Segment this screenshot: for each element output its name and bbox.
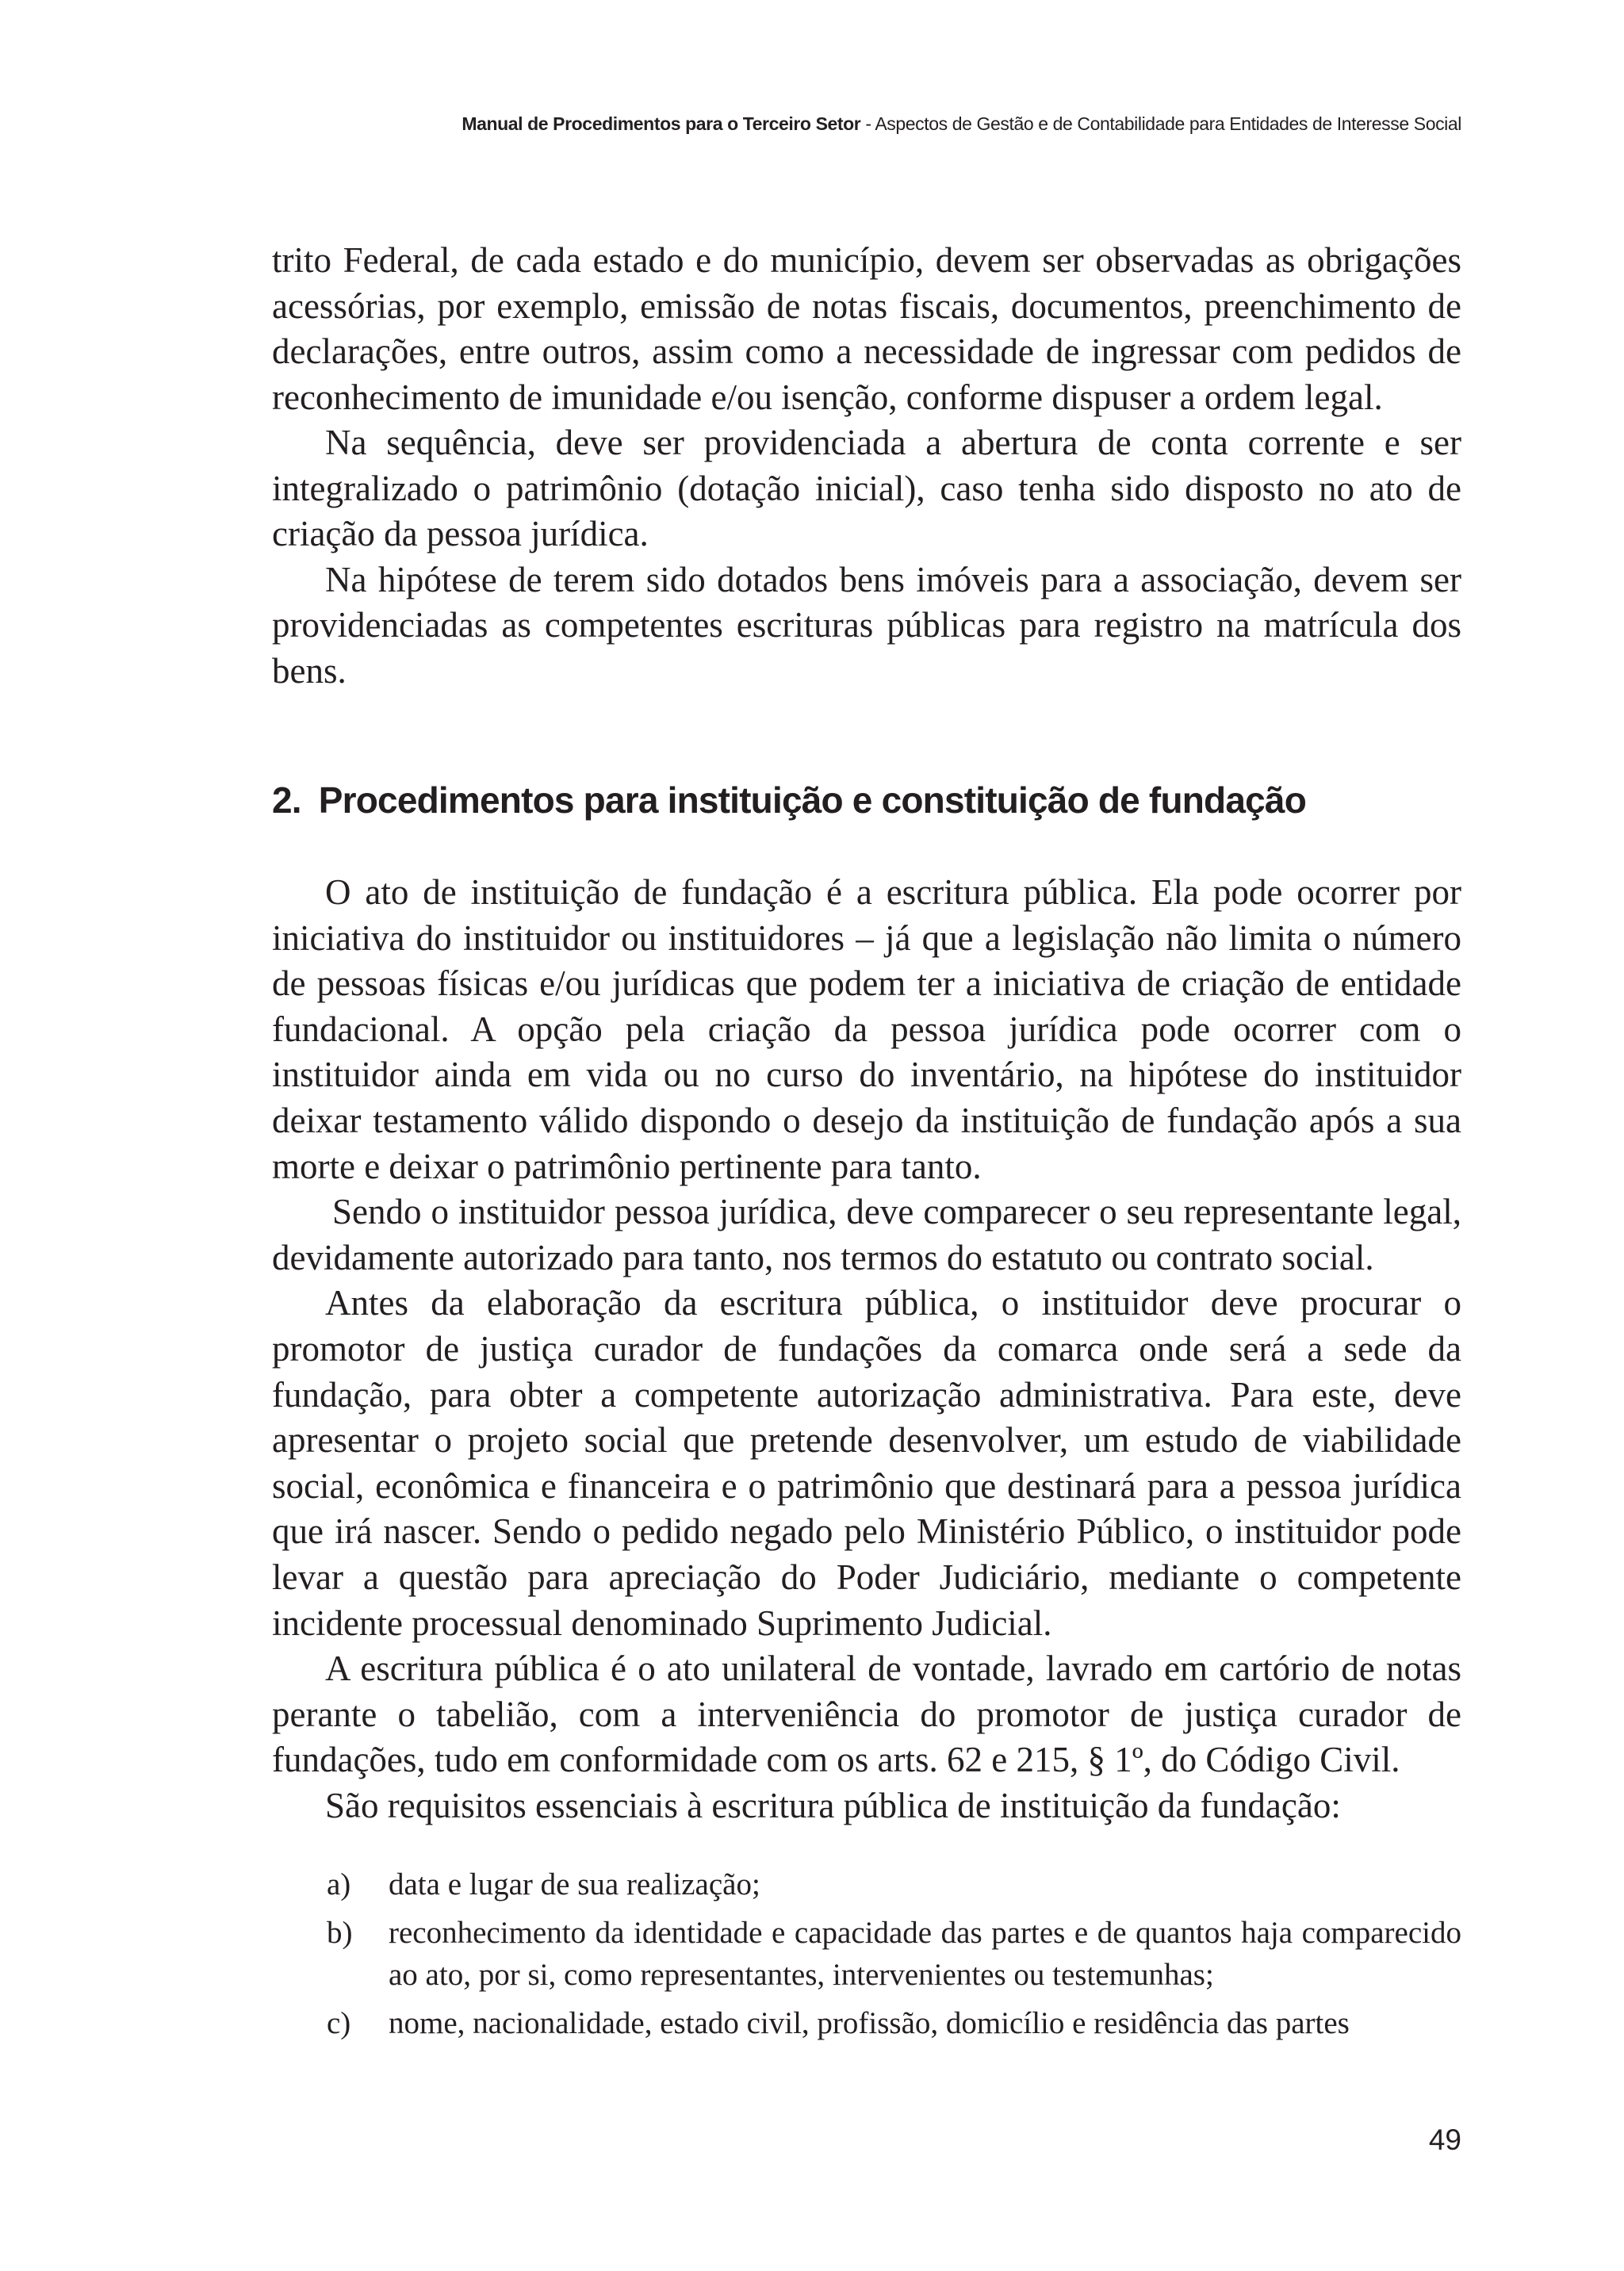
section-paragraph: O ato de instituição de fundação é a escritura pública. Ela pode ocorrer por iniciativa do instituidor ou instituidores – já que a legislação não limita o número de pessoas físicas e/ou jurídicas que podem ter a iniciativa de criação de entidade fundacional. A opção pela criação da pessoa jurídica pode ocorrer com o instituidor ainda em vida ou no curso do inventário, na hipótese do instituidor deixar testamento válido dispondo o desejo da instituição de fundação após a sua morte e deixar o patrimônio pertinente para tanto. [272,872,1461,1186]
list-marker: a) [327,1867,351,1901]
requirements-list [327,1863,1461,2051]
intro-paragraph: trito Federal, de cada estado e do município, devem ser observadas as obrigações acessórias, por exemplo, emissão de notas fiscais, documentos, preenchimento de declarações, entre outros, assim como a necessidade de ingressar com pedidos de reconhecimento de imunidade e/ou isenção, conforme dispuser a ordem legal. [272,240,1461,417]
running-header [462,113,1461,135]
section-paragraph: Antes da elaboração da escritura pública, o instituidor deve procurar o promotor de justiça curador de fundações da comarca onde será a sede da fundação, para obter a competente autorização administrativa. Para este, deve apresentar o projeto social que pretende desenvolver, um estudo de viabilidade social, econômica e financeira e o patrimônio que destinará para a pessoa jurídica que irá nascer. Sendo o pedido negado pelo Ministério Público, o instituidor pode levar a questão para apreciação do Poder Judiciário, mediante o competente incidente processual denominado Suprimento Judicial. [272,1283,1461,1643]
list-item [327,1912,1461,1996]
list-marker: c) [327,2006,351,2040]
section-number: 2. [272,779,301,821]
list-item [327,1863,1461,1905]
list-marker: b) [327,1916,353,1950]
list-item-text: nome, nacionalidade, estado civil, profissão, domicílio e residência das partes [389,2006,1350,2040]
list-item-text: reconhecimento da identidade e capacidade das partes e de quantos haja comparecido ao ato, por si, como representantes, intervenientes ou testemunhas; [389,1916,1461,1992]
intro-text-block [272,238,1461,694]
intro-paragraph: Na sequência, deve ser providenciada a abertura de conta corrente e ser integralizado o patrimônio (dotação inicial), caso tenha sido disposto no ato de criação da pessoa jurídica. [272,423,1461,553]
page-number: 49 [1428,2124,1461,2156]
running-header-title: Manual de Procedimentos para o Terceiro Setor [462,113,861,134]
section-paragraph: A escritura pública é o ato unilateral de vontade, lavrado em cartório de notas perante o tabelião, com a interveniência do promotor de justiça curador de fundações, tudo em conformidade com os arts. 62 e 215, § 1º, do Código Civil. [272,1649,1461,1780]
section-paragraph: São requisitos essenciais à escritura pública de instituição da fundação: [325,1785,1341,1825]
running-header-subtitle: - Aspectos de Gestão e de Contabilidade para Entidades de Interesse Social [860,113,1461,134]
section-title: Procedimentos para instituição e constituição de fundação [318,779,1306,821]
section-paragraph: Sendo o instituidor pessoa jurídica, deve comparecer o seu representante legal, devidamente autorizado para tanto, nos termos do estatuto ou contrato social. [272,1192,1461,1277]
section-heading [272,779,1306,821]
section-text-block [272,870,1461,1829]
intro-paragraph: Na hipótese de terem sido dotados bens imóveis para a associação, devem ser providenciadas as competentes escrituras públicas para registro na matrícula dos bens. [272,559,1461,691]
list-item-text: data e lugar de sua realização; [389,1867,760,1901]
list-item [327,2002,1461,2044]
